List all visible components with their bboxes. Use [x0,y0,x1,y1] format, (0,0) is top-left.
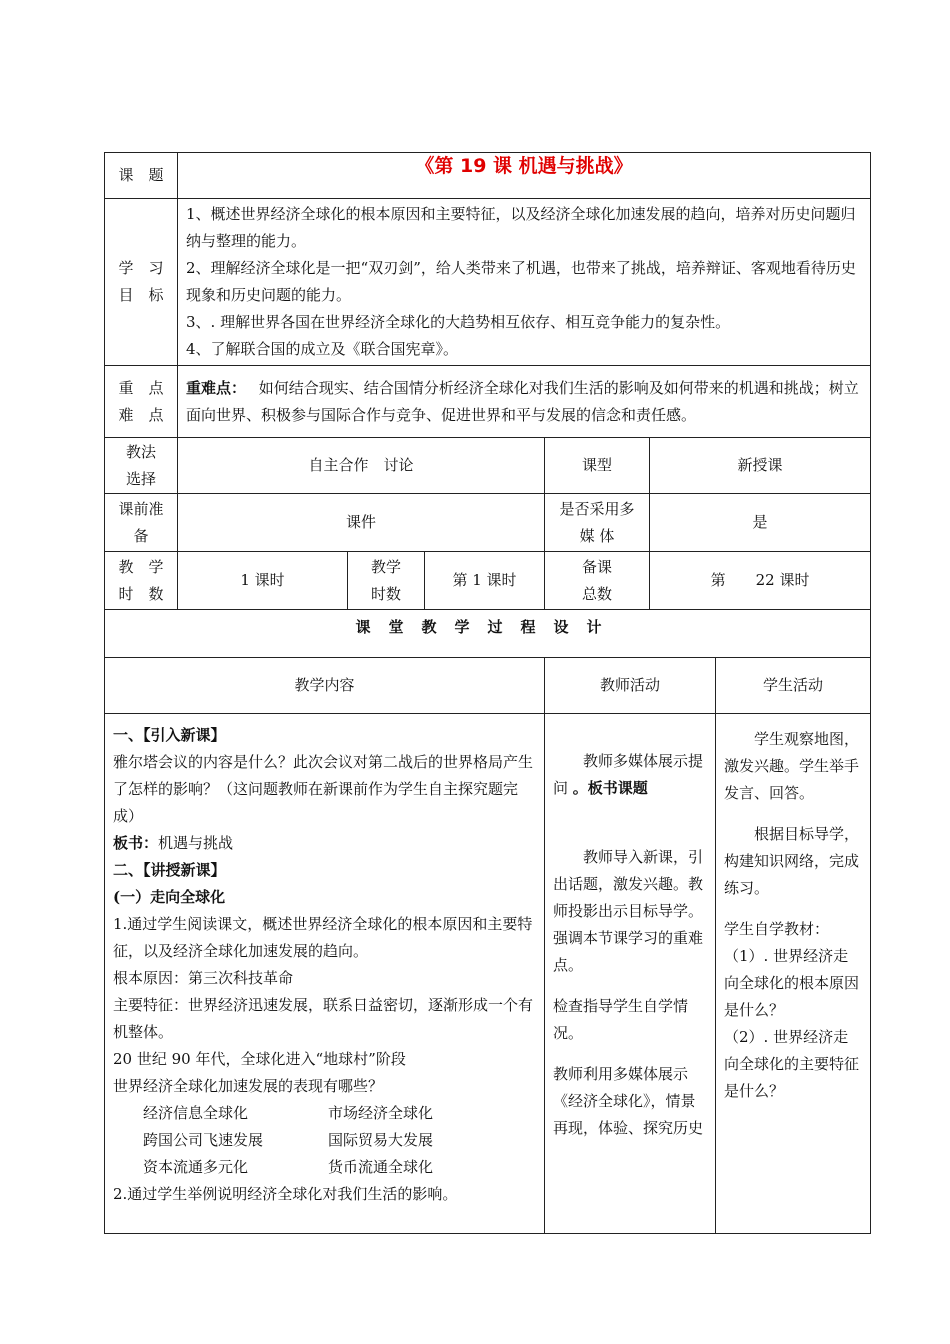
hours-label: 教 学 时 数 [105,552,178,610]
prep-value: 课件 [178,494,545,552]
teach-hours-value: 第 1 课时 [425,552,545,610]
process-heading: 课堂教学过程设计 [105,610,871,658]
media-value: 是 [650,494,871,552]
section-intro-text: 雅尔塔会议的内容是什么？此次会议对第二战后的世界格局产生了怎样的影响？（这问题教师在新课前作为学生自主探究题完成） [113,753,534,825]
student-p4: （1）. 世界经济走向全球化的根本原因是什么？ [724,947,860,1019]
subsection-title: (一）走向全球化 [113,888,226,906]
method-value: 自主合作 讨论 [178,438,545,494]
col-teacher-header: 教师活动 [545,658,716,714]
manifestation-grid [113,1100,536,1181]
objective-item: 3、. 理解世界各国在世界经济全球化的大趋势相互依存、相互竞争能力的复杂性。 [186,313,731,331]
teaching-content [105,714,545,1234]
lesson-title: 《第 19 课 机遇与挑战》 [178,153,871,199]
student-p5: （2）. 世界经济走向全球化的主要特征是什么？ [724,1028,860,1100]
lesson-type-label: 课型 [545,438,650,494]
question-text: 世界经济全球化加速发展的表现有哪些？ [113,1077,384,1095]
hours-value: 1 课时 [178,552,348,610]
total-hours-value: 第 22 课时 [650,552,871,610]
media-label: 是否采用多 媒 体 [545,494,650,552]
objectives-list [178,199,871,366]
objective-item: 4、了解联合国的成立及《联合国宪章》。 [186,340,459,358]
teacher-p3: 检查指导学生自学情况。 [553,997,689,1042]
grid-item: 经济信息全球化 [143,1104,249,1122]
key-points-label: 重 点 难 点 [105,366,178,438]
method-label: 教法 选择 [105,438,178,494]
total-hours-label: 备课 总数 [545,552,650,610]
teacher-p1: 教师多媒体展示提问 。板书课题 [553,752,704,797]
grid-item: 资本流通多元化 [143,1158,249,1176]
grid-item: 市场经济全球化 [328,1104,434,1122]
col-student-header: 学生活动 [716,658,871,714]
grid-item: 国际贸易大发展 [328,1131,434,1149]
grid-item: 跨国公司飞速发展 [143,1131,264,1149]
teacher-activity [545,714,716,1234]
col-content-header: 教学内容 [105,658,545,714]
teacher-p4: 教师利用多媒体展示《经济全球化》，情景再现，体验、探究历史 [553,1065,704,1137]
section-new-title: 二、【讲授新课】 [113,861,226,879]
grid-item: 货币流通全球化 [328,1158,434,1176]
student-p1: 学生观察地图，激发兴趣。学生举手发言、回答。 [724,730,860,802]
objective-item: 1、概述世界经济全球化的根本原因和主要特征，以及经济全球化加速发展的趋向，培养对历史问题归纳与整理的能力。 [186,205,856,250]
key-points-text: 重难点： 如何结合现实、结合国情分析经济全球化对我们生活的影响及如何带来的机遇和挑战；树立面向世界、积极参与国际合作与竞争、促进世界和平与发展的信念和责任感。 [178,366,871,438]
teacher-p2: 教师导入新课，引出话题，激发兴趣。教师投影出示目标导学。强调本节课学习的重难点。 [553,848,704,974]
root-cause: 根本原因：第三次科技革命 [113,969,294,987]
section-intro-title: 一、【引入新课】 [113,726,226,744]
era-text: 20 世纪 90 年代，全球化进入“地球村”阶段 [113,1050,406,1068]
point-1: 1.通过学生阅读课文，概述世界经济全球化的根本原因和主要特征，以及经济全球化加速发展的趋向。 [113,915,533,960]
lesson-type-value: 新授课 [650,438,871,494]
prep-label: 课前准 备 [105,494,178,552]
topic-label: 课 题 [105,153,178,199]
point-2: 2.通过学生举例说明经济全球化对我们生活的影响。 [113,1185,458,1203]
lesson-plan-table [104,152,871,1234]
key-points-heading: 重难点： [186,378,247,397]
student-activity [716,714,871,1234]
objectives-label: 学 习 目 标 [105,199,178,366]
objective-item: 2、理解经济全球化是一把“双刃剑”，给人类带来了机遇，也带来了挑战，培养辩证、客观地看待历史现象和历史问题的能力。 [186,259,856,304]
teach-hours-label: 教学 时数 [348,552,425,610]
student-p2: 根据目标导学，构建知识网络，完成练习。 [724,825,860,897]
main-feature: 主要特征：世界经济迅速发展，联系日益密切，逐渐形成一个有机整体。 [113,996,534,1041]
student-p3: 学生自学教材： [724,920,830,938]
board-line: 板书：机遇与挑战 [113,834,234,852]
